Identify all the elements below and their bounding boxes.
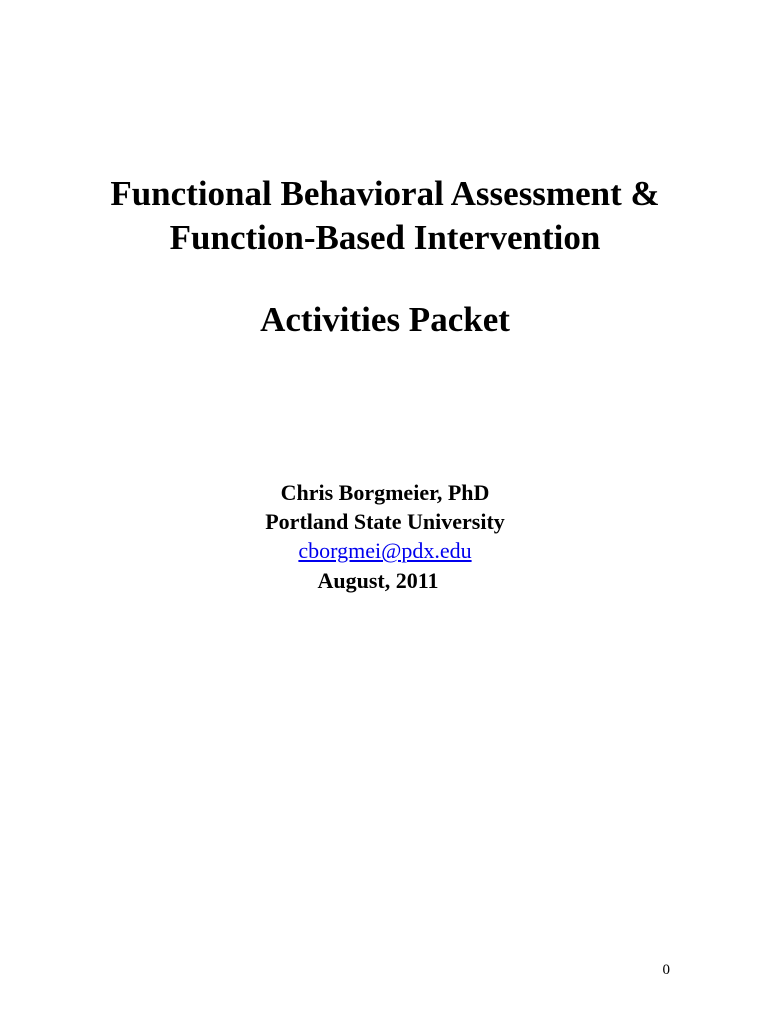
author-date: August, 2011 bbox=[317, 568, 439, 593]
title-line-1: Functional Behavioral Assessment & bbox=[110, 174, 660, 213]
author-affiliation: Portland State University bbox=[265, 509, 505, 534]
subtitle: Activities Packet bbox=[260, 300, 510, 339]
title-line-2: Function-Based Intervention bbox=[169, 218, 601, 257]
author-email-link[interactable]: cborgmei@pdx.edu bbox=[298, 538, 472, 563]
page-number: 0 bbox=[662, 962, 670, 978]
author-name: Chris Borgmeier, PhD bbox=[280, 480, 490, 505]
